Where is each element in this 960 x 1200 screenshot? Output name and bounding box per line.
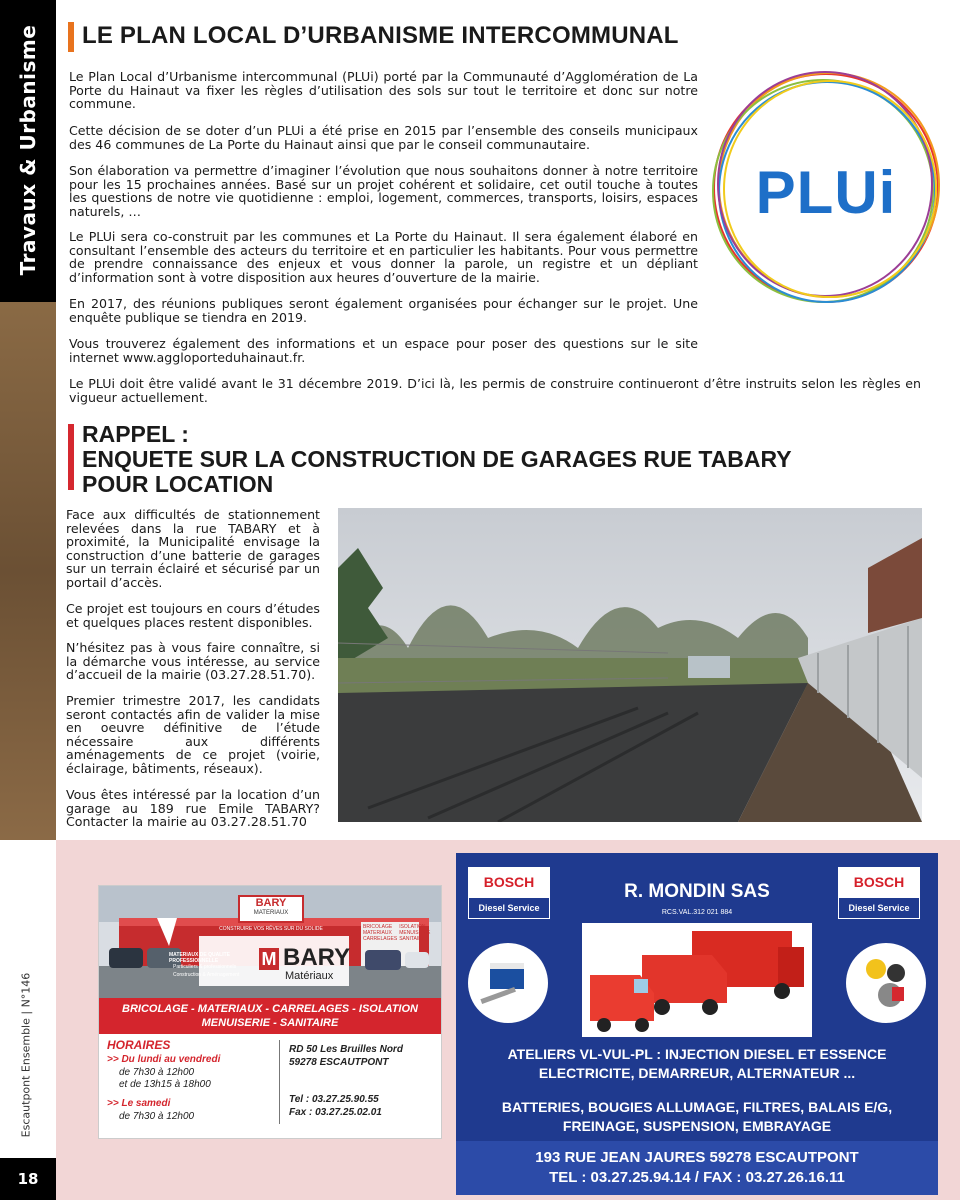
bary-sign-subtitle: MATERIAUX xyxy=(253,910,289,916)
bary-store-photo xyxy=(99,886,441,998)
mondin-contact-band xyxy=(456,1141,938,1195)
bary-side-item: ISOLATION xyxy=(399,924,426,930)
mondin-company-name: R. MONDIN SAS xyxy=(624,881,770,902)
rappel-title-line: ENQUETE SUR LA CONSTRUCTION DE GARAGES RUE TABARY xyxy=(82,446,792,472)
bary-weekday-pm: et de 13h15 à 18h00 xyxy=(119,1079,211,1090)
article-title: LE PLAN LOCAL D’URBANISME INTERCOMMUNAL xyxy=(82,22,679,49)
bary-side-item: CARRELAGES xyxy=(363,936,398,942)
paragraph: Premier trimestre 2017, les candidats seront contactés afin de valider la mise en oeuvre définitive de l’étude nécessaire aux différents aménagements de ce projet (voirie, éclairage, bâtiments, réseaux). xyxy=(66,693,320,776)
issue-label: Escautpont Ensemble | N°146 xyxy=(19,972,33,1138)
bary-weekday-label: >> Du lundi au vendredi xyxy=(107,1054,221,1065)
rappel-title-line: RAPPEL : xyxy=(82,421,189,447)
bary-side-list xyxy=(363,924,431,942)
bary-tagline-line: MENUISERIE - SANITAIRE xyxy=(201,1017,339,1029)
section-title: Travaux & Urbanisme xyxy=(16,24,40,276)
paragraph: Vous trouverez également des informations et un espace pour poser des questions sur le site internet www.aggloporteduhainaut.fr. xyxy=(69,336,698,365)
bary-hours-title: HORAIRES xyxy=(107,1038,171,1052)
bary-address: RD 50 Les Bruilles Nord xyxy=(289,1044,403,1055)
mondin-contact: TEL : 03.27.25.94.14 / FAX : 03.27.26.16.11 xyxy=(549,1169,845,1186)
bary-weekday-am: de 7h30 à 12h00 xyxy=(119,1067,195,1078)
paragraph: N’hésitez pas à vous faire connaître, si la démarche vous intéresse, au service d’accueil de la mairie (03.27.28.51.70). xyxy=(66,640,320,683)
bary-sign-title: BARY xyxy=(255,897,287,909)
bary-logo-mark-icon: M xyxy=(259,948,279,970)
bary-logo-text: BARY xyxy=(283,944,351,971)
bary-saturday-hours: de 7h30 à 12h00 xyxy=(119,1111,195,1122)
battery-icon xyxy=(468,943,548,1023)
bary-logo xyxy=(259,946,369,984)
bary-side-item: MENUISERIE xyxy=(399,930,431,936)
bosch-service-text: Diesel Service xyxy=(838,897,920,919)
bary-list-item: Construction & Aménagement xyxy=(173,972,240,978)
bary-side-item: SANITAIRE xyxy=(399,936,426,942)
bosch-logo-text: BOSCH xyxy=(853,874,905,890)
rappel-accent-bar xyxy=(68,424,74,490)
paragraph: Le Plan Local d’Urbanisme intercommunal (PLUi) porté par la Communauté d’Agglomération de La Porte du Hainaut va fixer les règles d’utilisation des sols sur tout le territoire et donc sur notre commune. xyxy=(69,69,698,112)
paragraph: Ce projet est toujours en cours d’études et quelques places restent disponibles. xyxy=(66,601,320,630)
mondin-services: ATELIERS VL-VUL-PL : INJECTION DIESEL ET ESSENCE xyxy=(507,1046,887,1062)
bary-separator xyxy=(279,1040,280,1124)
bosch-service-text: Diesel Service xyxy=(468,897,550,919)
bary-address: 59278 ESCAUTPONT xyxy=(289,1057,389,1068)
mondin-advert xyxy=(456,853,938,1195)
rappel-title xyxy=(82,422,792,497)
bary-tel: Tel : 03.27.25.90.55 xyxy=(289,1094,379,1105)
construction-site-photo xyxy=(338,508,922,822)
bary-list-item: Particuliers & professionnels xyxy=(173,964,237,970)
bary-sign-banner: CONSTRUIRE VOS RÊVES SUR DU SOLIDE xyxy=(219,926,323,932)
plui-logo xyxy=(708,66,944,310)
bary-advert xyxy=(98,885,442,1139)
rappel-title-line: POUR LOCATION xyxy=(82,471,274,497)
bary-tagline-line: BRICOLAGE - MATERIAUX - CARRELAGES - ISOLATION xyxy=(122,1003,418,1015)
mondin-services: ELECTRICITE, DEMARREUR, ALTERNATEUR ... xyxy=(538,1065,856,1081)
bary-tagline xyxy=(99,998,441,1034)
bary-logo-sub: Matériaux xyxy=(285,970,334,982)
paragraph: En 2017, des réunions publiques seront également organisées pour échanger sur le projet. Une enquête publique se tiendra en 2019. xyxy=(69,296,698,325)
paragraph: Le PLUi doit être validé avant le 31 décembre 2019. D’ici là, les permis de construire continueront d’être instruits selon les règles en vigueur actuellement. xyxy=(69,376,921,405)
bosch-logo-text: BOSCH xyxy=(483,874,535,890)
paragraph: Cette décision de se doter d’un PLUi a été prise en 2015 par l’ensemble des conseils municipaux des 46 communes de La Porte du Hainaut ainsi que par le conseil communautaire. xyxy=(69,123,698,152)
plui-logo-text: PLUi xyxy=(755,159,897,226)
paragraph: Le PLUi sera co-construit par les communes et La Porte du Hainaut. Il sera également élaboré en consultant l’ensemble des acteurs du territoire et en particulier les habitants. Pour vous permettre de prendre connaissance des enjeux et vous donner la parole, un registre et un dépliant d’information sont à votre disposition aux heures d’ouverture de la mairie. xyxy=(69,229,698,285)
title-accent-bar xyxy=(68,22,74,52)
mondin-products: BATTERIES, BOUGIES ALLUMAGE, FILTRES, BALAIS E/G, xyxy=(501,1099,893,1115)
bary-list-title: MATERIAUX DE QUALITE PROFESSIONNELLE xyxy=(169,952,231,964)
page-number: 18 xyxy=(0,1158,56,1200)
brake-parts-icon xyxy=(846,943,926,1023)
paragraph: Vous êtes intéressé par la location d’un garage au 189 rue Emile TABARY? Contacter la mairie au 03.27.28.51.70 xyxy=(66,787,320,830)
paragraph: Face aux difficultés de stationnement relevées dans la rue TABARY et à proximité, la Municipalité envisage la construction d’une batterie de garages sur un terrain éclairé et sécurisé par un portail d’accès. xyxy=(66,507,320,590)
bary-fax: Fax : 03.27.25.02.01 xyxy=(289,1107,382,1118)
bary-saturday-label: >> Le samedi xyxy=(107,1098,171,1109)
paragraph: Son élaboration va permettre d’imaginer l’évolution que nous souhaitons donner à notre territoire pour les 15 prochaines années. Basé sur un projet cohérent et solidaire, cet outil touche à toutes les questions de notre vie quotidienne : emploi, logement, commerces, transports, loisirs, espaces naturels, … xyxy=(69,163,698,219)
mondin-rcs: RCS.VAL.312 021 884 xyxy=(661,909,733,916)
bary-side-item: BRICOLAGE xyxy=(363,924,393,930)
side-band-texture xyxy=(0,302,56,840)
mondin-address: 193 RUE JEAN JAURES 59278 ESCAUTPONT xyxy=(535,1149,859,1166)
bary-side-item: MATERIAUX xyxy=(363,930,392,936)
mondin-vans-image xyxy=(582,923,812,1037)
mondin-products: FREINAGE, SUSPENSION, EMBRAYAGE xyxy=(562,1118,832,1134)
